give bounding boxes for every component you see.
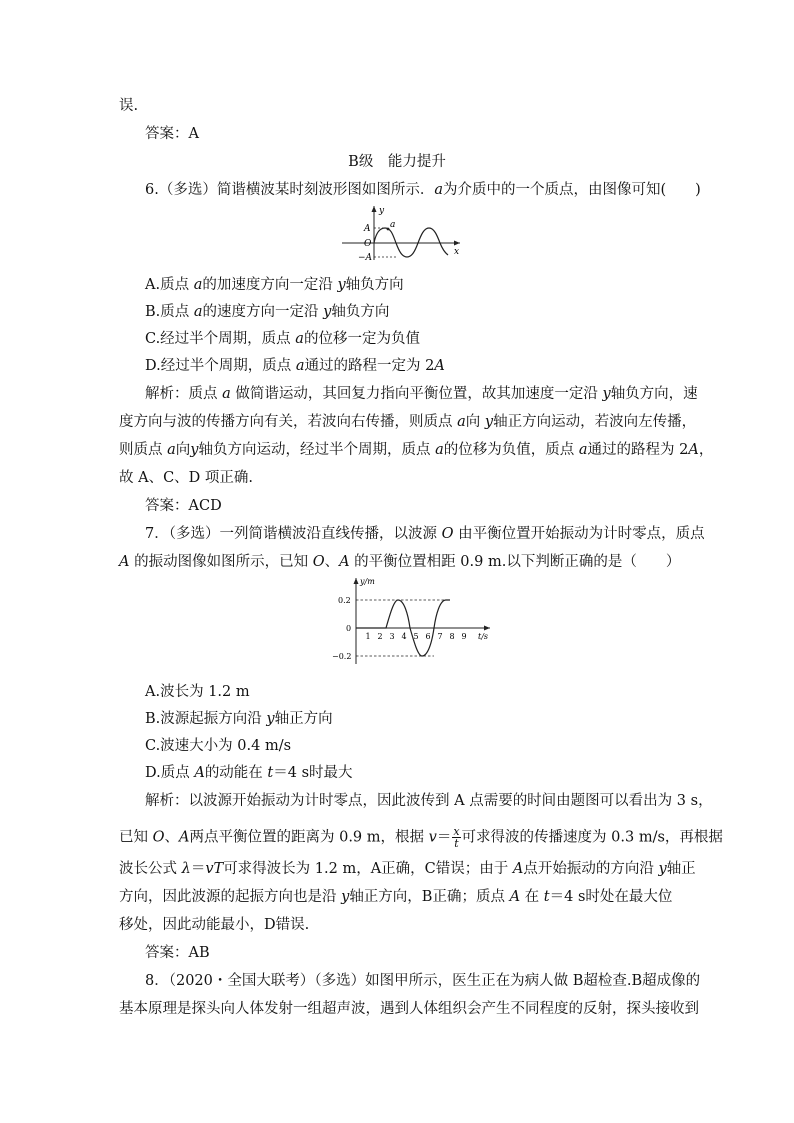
text-line: 误. [119,98,139,114]
option-d: D.质点 A的动能在 t＝4 s时最大 [145,765,353,781]
analysis-line: 方向，因此波源的起振方向也是沿 y轴正方向，B正确；质点 A 在 t＝4 s时处在最大位 [119,889,673,905]
x-tick-label: 7 [437,632,443,641]
amplitude-label: A [364,224,371,234]
origin-label: O [364,239,372,249]
question-7-stem: 7．（多选）一列简谐横波沿直线传播，以波源 O 由平衡位置开始振动为计时零点，质点 [145,526,705,542]
fraction: $\frac{x}{t}$ [453,825,460,850]
analysis-line: 则质点 a向y轴负方向运动，经过半个周期，质点 a的位移为负值，质点 a通过的路程为 2A， [119,442,714,458]
x-tick-label: 4 [401,632,407,641]
answer-line: 答案：ACD [145,498,222,514]
x-ticks [366,632,467,641]
answer-line: 答案：AB [145,945,210,961]
question-8-stem: 8．（2020・全国大联考）（多选）如图甲所示，医生正在为病人做 B超检查.B超成像的 [145,973,701,989]
option-d: D.经过半个周期，质点 a通过的路程一定为 2A [145,358,445,374]
question-7-stem: A 的振动图像如图所示，已知 O、A 的平衡位置相距 0.9 m.以下判断正确的是（ ） [119,554,681,570]
option-a: A.质点 a的加速度方向一定沿 y轴负方向 [145,277,404,293]
option-c: C.波速大小为 0.4 m/s [145,738,292,754]
analysis-line: 已知 O、A两点平衡位置的距离为 0.9 m，根据 v＝ $\frac{x}{t}$ 可求得波的传播速度为 0.3 m/s，再根据 [119,825,723,850]
option-a: A.波长为 1.2 m [145,684,250,700]
analysis-line: 故 A、C、D 项正确. [119,470,254,486]
x-axis-label: x [454,247,460,257]
x-tick-label: 2 [377,632,383,641]
x-tick-label: 6 [425,632,431,641]
analysis-line: 解析：以波源开始振动为计时零点，因此波传到 A 点需要的时间由题图可以看出为 3 s， [145,793,713,809]
y-tick-bottom: −0.2 [332,652,352,661]
y-axis-label: y/m [360,577,375,586]
vibration-graph [328,574,498,666]
analysis-line: 波长公式 λ＝vT可求得波长为 1.2 m，A正确，C错误；由于 A点开始振动的方向沿 y轴正 [119,861,696,877]
x-tick-label: 9 [461,632,467,641]
point-a-label: a [390,220,396,230]
analysis-line: 移处，因此动能最小，D错误. [119,917,310,933]
analysis-line: 解析：质点 a 做简谐运动，其回复力指向平衡位置，故其加速度一定沿 y轴负方向，速 [145,386,698,402]
question-6-stem: 6.（多选）简谐横波某时刻波形图如图所示．a为介质中的一个质点，由图像可知( ) [145,182,701,198]
neg-amplitude-label: −A [358,253,373,262]
analysis-line: 度方向与波的传播方向有关，若波向右传播，则质点 a向 y轴正方向运动，若波向左传播， [119,414,697,430]
wave-figure [336,202,466,262]
option-b: B.质点 a的速度方向一定沿 y轴负方向 [145,304,390,320]
x-tick-label: 8 [449,632,455,641]
x-tick-label: 5 [413,632,419,641]
y-axis-label: y [379,206,385,216]
x-tick-label: 1 [365,632,371,641]
option-b: B.波源起振方向沿 y轴正方向 [145,711,333,727]
y-tick-zero: 0 [346,624,352,633]
option-c: C.经过半个周期，质点 a的位移一定为负值 [145,331,420,347]
y-tick-top: 0.2 [338,596,351,605]
answer-line: 答案：A [145,126,199,142]
section-heading: B级 能力提升 [348,154,446,170]
x-axis-label: t/s [478,632,489,641]
x-tick-label: 3 [389,632,395,641]
question-8-stem: 基本原理是探头向人体发射一组超声波，遇到人体组织会产生不同程度的反射，探头接收到 [119,1001,699,1017]
